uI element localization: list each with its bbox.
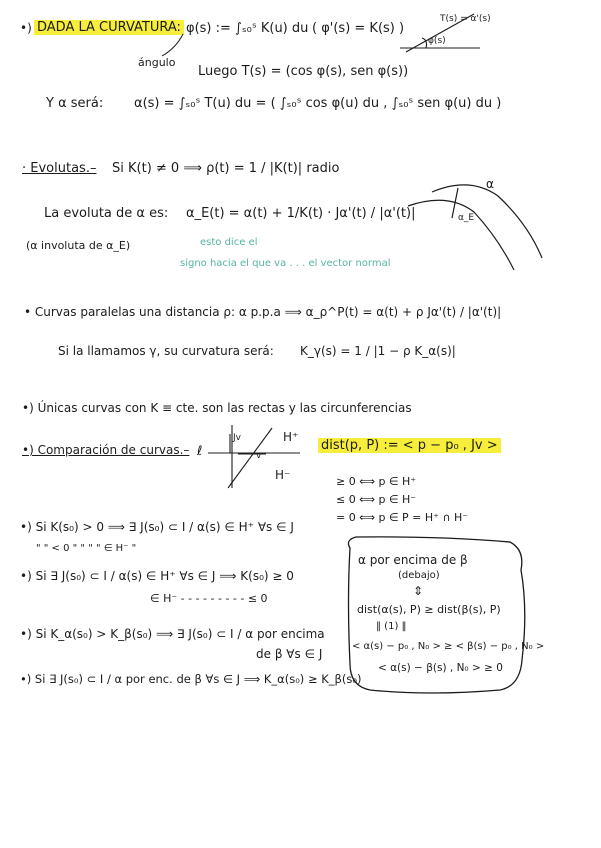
radius-condition: Si K(t) ≠ 0 ⟹ ρ(t) = 1 / |K(t)| radio	[112, 161, 340, 176]
hplus-label: H⁺	[283, 430, 299, 444]
teal-note-2: signo hacia el que va . . . el vector normal	[180, 258, 391, 269]
angle-label: ángulo	[138, 56, 176, 69]
parallel-call: Si la llamamos γ, su curvatura será:	[58, 344, 274, 358]
curvature-heading: DADA LA CURVATURA:	[34, 20, 184, 35]
v-label: v	[256, 451, 262, 461]
comparison-figure	[208, 425, 300, 488]
case-positive: ≥ 0 ⟺ p ∈ H⁺	[336, 475, 417, 488]
alpha-intro: Y α será:	[46, 96, 104, 111]
alpha-formula: α(s) = ∫ₛ₀ˢ T(u) du = ( ∫ₛ₀ˢ cos φ(u) du , ∫ₛ₀ˢ sen φ(u) du )	[134, 96, 502, 111]
comparison-heading: •) Comparación de curvas.–	[22, 443, 190, 457]
line-l-label: ℓ	[197, 444, 203, 459]
box-border	[348, 537, 524, 693]
box-line-6: < α(s) − p₀ , N₀ > ≥ < β(s) − p₀ , N₀ >	[352, 641, 545, 652]
evolutes-heading: · Evolutas.–	[22, 161, 97, 176]
tangent-label: T(s) = α'(s)	[440, 14, 491, 24]
box-line-7: < α(s) − β(s) , N₀ > ≥ 0	[378, 662, 503, 674]
hminus-label: H⁻	[275, 468, 291, 482]
parallel-curves: • Curvas paralelas una distancia ρ: α p.p.a ⟹ α_ρ^P(t) = α(t) + ρ Jα'(t) / |α'(t)|	[24, 305, 502, 319]
parallel-curvature: K_γ(s) = 1 / |1 − ρ K_α(s)|	[300, 344, 456, 358]
rule-4: •) Si ∃ J(s₀) ⊂ I / α por enc. de β ∀s ∈ J ⟹ K_α(s₀) ≥ K_β(s₀)	[20, 672, 362, 686]
rule-2: •) Si ∃ J(s₀) ⊂ I / α(s) ∈ H⁺ ∀s ∈ J ⟹ K(s₀) ≥ 0	[20, 569, 294, 583]
phi-angle-label: φ(s)	[428, 36, 446, 46]
tangent-angle-figure	[400, 14, 480, 52]
box-line-1: α por encima de β	[358, 553, 468, 567]
rule-1: •) Si K(s₀) > 0 ⟹ ∃ J(s₀) ⊂ I / α(s) ∈ H⁺ ∀s ∈ J	[20, 520, 294, 534]
rule-3b: de β ∀s ∈ J	[256, 647, 323, 661]
unique-curves: •) Únicas curvas con K ≡ cte. son las rectas y las circunferencias	[22, 401, 412, 415]
box-line-3: ⇕	[413, 584, 424, 598]
box-line-4: dist(α(s), P) ≥ dist(β(s), P)	[357, 603, 501, 616]
evolute-figure	[408, 185, 542, 270]
figure-alpha-label: α	[486, 177, 494, 191]
teal-note-1: esto dice el	[200, 237, 258, 248]
evolute-intro: La evoluta de α es:	[44, 206, 169, 221]
case-zero: = 0 ⟺ p ∈ P = H⁺ ∩ H⁻	[336, 511, 469, 524]
phi-prime: ( φ'(s) = K(s) )	[312, 21, 405, 36]
phi-definition: φ(s) := ∫ₛ₀ˢ K(u) du	[186, 21, 309, 36]
rule-2b: ∈ H⁻ - - - - - - - - - ≤ 0	[150, 592, 268, 605]
angle-pointer-arrow	[162, 34, 183, 56]
case-negative: ≤ 0 ⟺ p ∈ H⁻	[336, 493, 417, 506]
evolute-formula: α_E(t) = α(t) + 1/K(t) · Jα'(t) / |α'(t)|	[186, 206, 416, 221]
box-line-2: (debajo)	[398, 570, 440, 581]
tangent-expression: Luego T(s) = (cos φ(s), sen φ(s))	[198, 64, 409, 79]
involute-note: (α involuta de α_E)	[26, 239, 131, 252]
distance-definition: dist(p, P) := < p − p₀ , Jv >	[318, 438, 501, 453]
bullet: •)	[20, 21, 32, 35]
figure-alphaE-label: α_E	[458, 213, 475, 223]
rule-3: •) Si K_α(s₀) > K_β(s₀) ⟹ ∃ J(s₀) ⊂ I / α por encima	[20, 627, 325, 641]
rule-1b: " " < 0 " " " " ∈ H⁻ "	[36, 543, 137, 554]
jv-label: Jv	[233, 433, 241, 443]
box-line-5: ‖ (1) ‖	[376, 621, 407, 632]
